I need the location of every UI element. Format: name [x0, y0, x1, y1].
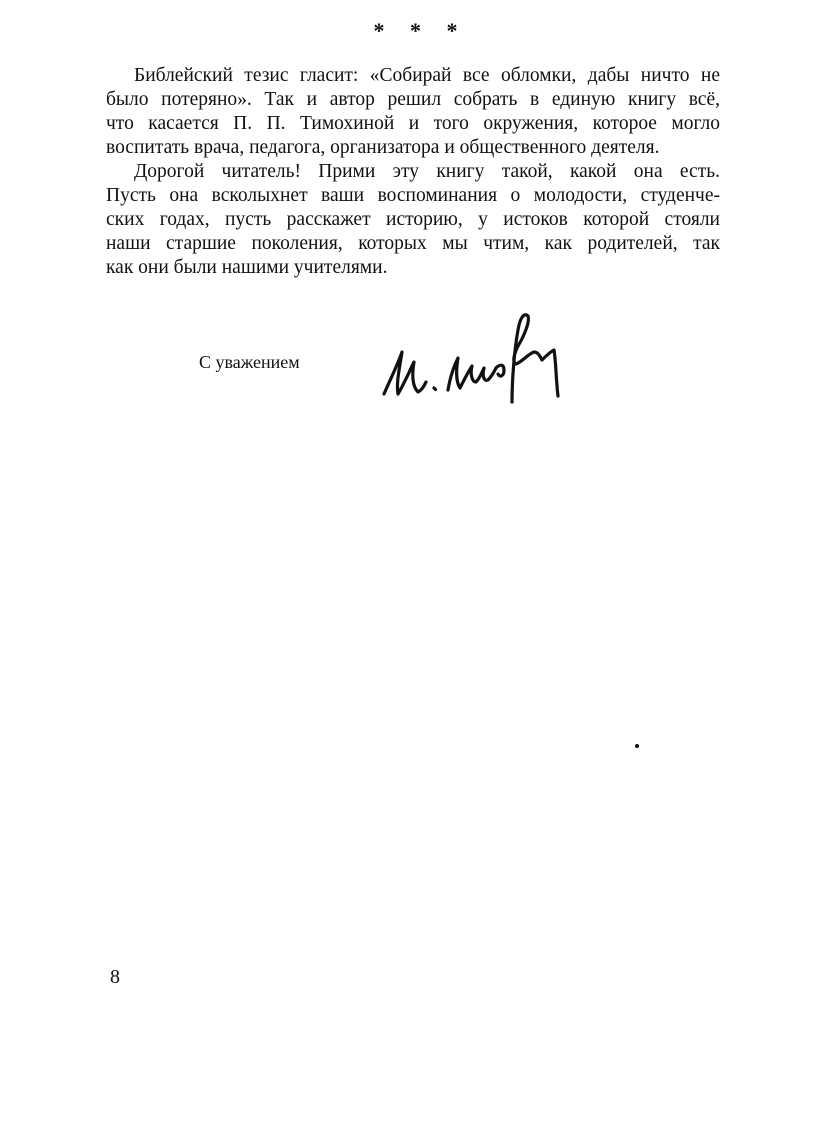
text-line: наши старшие поколения, которых мы чтим, как родителей, так — [106, 233, 720, 254]
stray-dot — [635, 744, 639, 748]
text-line: Дорогой читатель! Прими эту книгу такой, какой она есть. — [134, 161, 720, 182]
paragraph-bible-thesis — [106, 64, 720, 160]
text-line: ских годах, пусть расскажет историю, у истоков которой стояли — [106, 209, 720, 230]
paragraph-dear-reader — [106, 160, 720, 280]
text-line: было потеряно». Так и автор решил собрать в единую книгу всё, — [106, 89, 720, 110]
handwritten-signature — [378, 302, 568, 407]
page-number: 8 — [110, 966, 120, 988]
text-line: Библейский тезис гласит: «Собирай все обломки, дабы ничто не — [134, 65, 720, 86]
closing-greeting: С уважением — [199, 352, 300, 372]
text-line: как они были нашими учителями. — [106, 257, 388, 278]
text-line: Пусть она всколыхнет ваши воспоминания о молодости, студенче- — [106, 185, 720, 206]
section-separator: * * * — [373, 18, 468, 43]
text-line: что касается П. П. Тимохиной и того окружения, которое могло — [106, 113, 720, 134]
text-line: воспитать врача, педагога, организатора и общественного деятеля. — [106, 137, 660, 158]
